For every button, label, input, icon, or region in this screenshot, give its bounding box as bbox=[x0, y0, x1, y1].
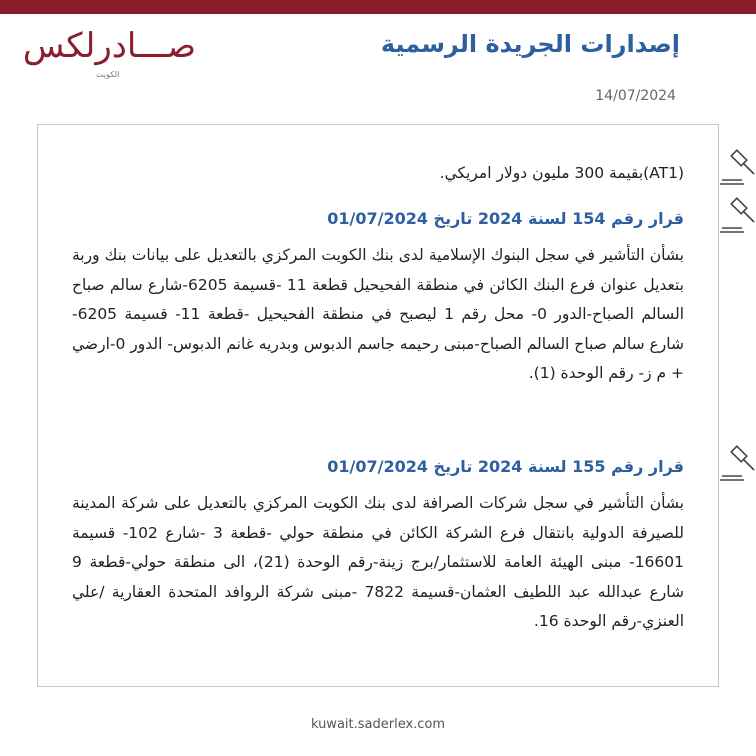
gavel-icon bbox=[718, 444, 756, 484]
gavel-icon bbox=[718, 196, 756, 236]
decision-entry bbox=[72, 455, 684, 637]
top-bar bbox=[0, 0, 756, 14]
gavel-icon bbox=[718, 148, 756, 188]
decision-heading[interactable]: قرار رقم 155 لسنة 2024 تاريخ 01/07/2024 bbox=[327, 457, 684, 476]
saderlex-logo bbox=[22, 26, 196, 90]
logo-subtitle: الكويت bbox=[96, 70, 120, 79]
logo-text: صـــادرلكس bbox=[22, 26, 196, 66]
decision-body: (AT1)بقيمة 300 مليون دولار امريكي. bbox=[439, 164, 684, 182]
decision-body: بشأن التأشير في سجل البنوك الإسلامية لدى بنك الكويت المركزي بالتعديل على بيانات بنك وربة بتعديل عنوان فرع البنك الكائن في منطقة الفحيحيل قطعة 11 -قسيمة 6205-شارع سالم صباح السالم الصباح-الدور 0- محل رقم 1 ليصبح في منطقة الفحيحيل -قطعة 11- قسيمة 6205- شارع سالم صباح السالم الصباح-مبنى رحيمه جاسم الدبوس وبدريه غانم الدبوس- الدور 0-ارضي + م ز- رقم الوحدة (1). bbox=[72, 246, 685, 382]
decision-body: بشأن التأشير في سجل شركات الصرافة لدى بنك الكويت المركزي بالتعديل على شركة المدينة للصيرفة الدولية بانتقال فرع الشركة الكائن في منطقة حولي -قطعة 3 -شارع 102- قسيمة 16601- مبنى الهيئة العامة للاستثمار/برج زينة-رقم الوحدة (21)، الى منطقة حولي-قطعة 9 شارع عبدالله عبد اللطيف العثمان-قسيمة 7822 -مبنى شركة الروافد المتحدة العقارية /علي العنزي-رقم الوحدة 16. bbox=[72, 494, 685, 630]
decision-heading[interactable]: قرار رقم 154 لسنة 2024 تاريخ 01/07/2024 bbox=[327, 209, 684, 228]
footer-url[interactable]: kuwait.saderlex.com bbox=[310, 717, 446, 732]
publication-date: 14/07/2024 bbox=[595, 88, 676, 104]
decision-entry bbox=[72, 159, 684, 189]
decision-entry bbox=[72, 207, 684, 389]
page-title: إصدارات الجريدة الرسمية bbox=[380, 30, 680, 58]
decisions-box bbox=[37, 124, 719, 687]
